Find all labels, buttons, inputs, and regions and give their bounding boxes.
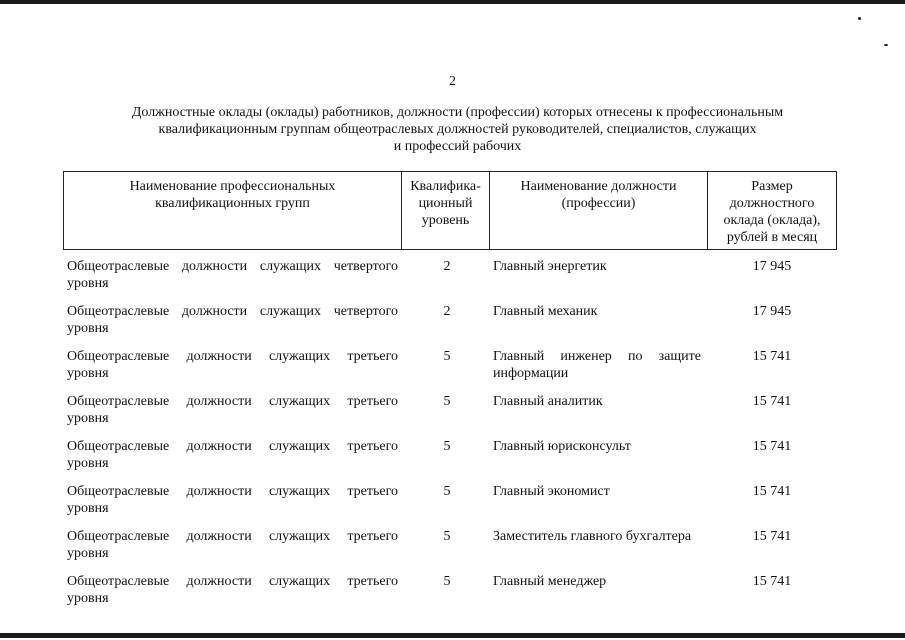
- document-title-line: и профессий рабочих: [393, 139, 522, 154]
- cell-salary: 15 741: [752, 349, 792, 364]
- cell-level: 5: [443, 349, 451, 364]
- header-line: Наименование должности: [520, 179, 677, 194]
- header-line: должностного: [729, 196, 815, 211]
- table-header: [63, 171, 837, 250]
- header-line: Квалифика-: [410, 179, 481, 194]
- table-row: [67, 346, 847, 391]
- cell-position: Главный инженер по защите информации: [493, 349, 701, 381]
- document-title-line: Должностные оклады (оклады) работников, должности (профессии) которых отнесены к профессиональным: [131, 105, 784, 120]
- cell-position: Главный энергетик: [493, 259, 607, 274]
- table-row: [67, 301, 847, 346]
- cell-group: Общеотраслевые должности служащих четвертого уровня: [67, 304, 398, 336]
- cell-salary: 15 741: [752, 394, 792, 409]
- cell-salary: 15 741: [752, 574, 792, 589]
- cell-salary: 17 945: [752, 259, 792, 274]
- scan-top-border: [0, 0, 905, 4]
- cell-level: 2: [443, 304, 451, 319]
- page-number: 2: [449, 74, 456, 89]
- header-line: Наименование профессиональных: [129, 179, 336, 194]
- header-line: оклада (оклада),: [723, 213, 821, 228]
- cell-position: Заместитель главного бухгалтера: [493, 529, 692, 544]
- cell-group: Общеотраслевые должности служащих третьего уровня: [67, 574, 398, 606]
- header-line: рублей в месяц: [726, 230, 818, 245]
- cell-salary: 15 741: [752, 439, 792, 454]
- cell-level: 5: [443, 529, 451, 544]
- cell-position: Главный аналитик: [493, 394, 603, 409]
- header-line: (профессии): [561, 196, 636, 211]
- cell-position: Главный менеджер: [493, 574, 607, 589]
- scan-bottom-border: [0, 633, 905, 638]
- cell-group: Общеотраслевые должности служащих третьего уровня: [67, 394, 398, 426]
- header-line: квалификационных групп: [155, 196, 310, 211]
- cell-group: Общеотраслевые должности служащих третьего уровня: [67, 439, 398, 471]
- cell-group: Общеотраслевые должности служащих третьего уровня: [67, 484, 398, 516]
- table-row: [67, 391, 847, 436]
- table-body: [67, 256, 847, 616]
- cell-group: Общеотраслевые должности служащих третьего уровня: [67, 529, 398, 561]
- scan-speck: [858, 17, 861, 20]
- header-position-name: [489, 172, 707, 249]
- scan-speck: [884, 44, 888, 46]
- cell-salary: 15 741: [752, 484, 792, 499]
- table-row: [67, 571, 847, 616]
- cell-level: 5: [443, 394, 451, 409]
- cell-salary: 15 741: [752, 529, 792, 544]
- table-row: [67, 481, 847, 526]
- header-qualification-group: [64, 172, 401, 249]
- header-qualification-level: [401, 172, 489, 249]
- header-line: Размер: [751, 179, 793, 194]
- cell-position: Главный механик: [493, 304, 598, 319]
- cell-group: Общеотраслевые должности служащих четвертого уровня: [67, 259, 398, 291]
- table-row: [67, 256, 847, 301]
- cell-level: 5: [443, 484, 451, 499]
- cell-group: Общеотраслевые должности служащих третьего уровня: [67, 349, 398, 381]
- document-title: [60, 104, 855, 155]
- document-title-line: квалификационным группам общеотраслевых должностей руководителей, специалистов, служащих: [158, 122, 757, 137]
- header-line: уровень: [421, 213, 470, 228]
- cell-level: 5: [443, 439, 451, 454]
- cell-salary: 17 945: [752, 304, 792, 319]
- header-line: ционный: [418, 196, 473, 211]
- table-row: [67, 436, 847, 481]
- cell-position: Главный экономист: [493, 484, 610, 499]
- cell-level: 5: [443, 574, 451, 589]
- cell-position: Главный юрисконсульт: [493, 439, 631, 454]
- cell-level: 2: [443, 259, 451, 274]
- header-salary: [707, 172, 836, 249]
- table-row: [67, 526, 847, 571]
